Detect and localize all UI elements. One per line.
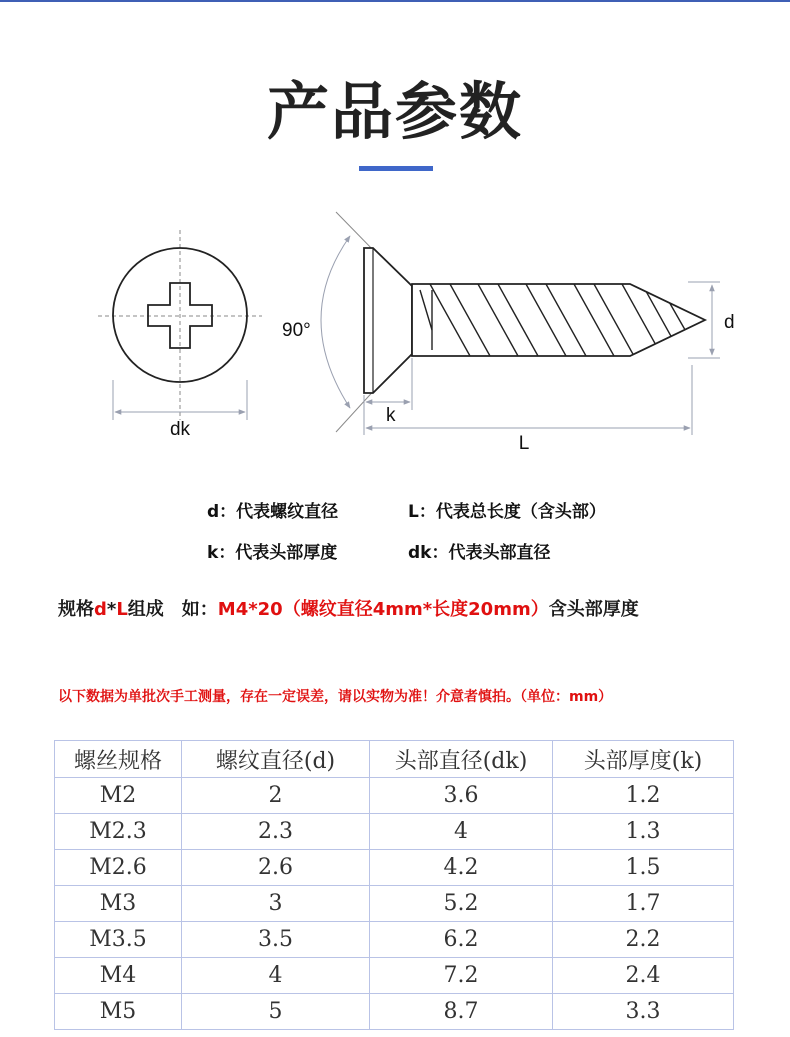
header-spec: 螺丝规格 [55,741,182,778]
table-row: M2.6 2.6 4.2 1.5 [55,850,734,886]
table-row: M4 4 7.2 2.4 [55,958,734,994]
table-row: M3.5 3.5 6.2 2.2 [55,922,734,958]
L-dimension-label: L [518,433,530,454]
head-top-view [98,230,262,440]
legend-L: L：代表总长度（含头部） [408,502,606,522]
table-row: M2 2 3.6 1.2 [55,778,734,814]
angle-label: 90° [282,320,311,341]
countersunk-head [364,248,412,393]
spec-format-line: 规格d*L组成 如：M4*20（螺纹直径4mm*长度20mm）含头部厚度 [58,599,639,620]
header-thread-diameter: 螺纹直径(d) [182,741,370,778]
screw-side-view [282,212,735,454]
table-row: M3 3 5.2 1.7 [55,886,734,922]
legend-k: k：代表头部厚度 [207,543,338,563]
table-row: M5 5 8.7 3.3 [55,994,734,1030]
screw-diagram [0,0,790,480]
dk-dimension-label: dk [169,419,191,440]
table-row: M2.3 2.3 4 1.3 [55,814,734,850]
parameter-table [54,740,734,1030]
k-dimension-label: k [386,405,396,426]
d-dimension-label: d [724,312,735,333]
header-head-thickness: 头部厚度(k) [553,741,734,778]
page-title: 产品参数 [266,75,523,148]
legend-d: d：代表螺纹直径 [207,502,339,522]
table-header-row [55,741,734,778]
spec-example: M4*20（螺纹直径4mm*长度20mm） [217,599,549,620]
header-head-diameter: 头部直径(dk) [370,741,553,778]
measurement-notice: 以下数据为单批次手工测量，存在一定误差，请以实物为准！介意者慎拍。（单位：mm） [58,689,613,705]
legend-dk: dk：代表头部直径 [408,543,551,563]
